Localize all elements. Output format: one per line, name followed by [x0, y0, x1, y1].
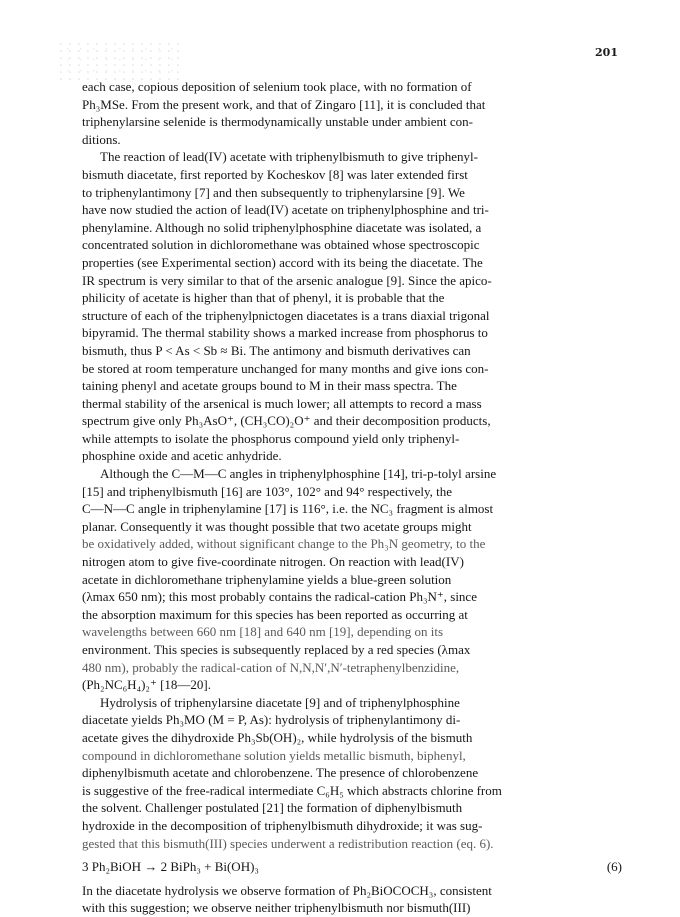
- text-line: gested that this bismuth(III) species underwent a redistribution reaction (eq. 6).: [82, 835, 494, 851]
- text-line: bipyramid. The thermal stability shows a marked increase from phosphorus to: [82, 325, 488, 341]
- text-line: phenylamine. Although no solid triphenylphosphine diacetate was isolated, a: [82, 219, 482, 235]
- text-line: 480 nm), probably the radical-cation of N,N,N′,N′-tetraphenylbenzidine,: [82, 659, 460, 675]
- text-line: properties (see Experimental section) accord with its being the diacetate. The: [82, 254, 483, 270]
- text-line: acetate gives the dihydroxide Ph₃Sb(OH)₂, while hydrolysis of the bismuth: [82, 729, 473, 745]
- text-line: with this suggestion; we observe neither triphenylbismuth nor bismuth(III): [82, 900, 471, 916]
- page-number: 201: [595, 46, 618, 59]
- text-line: hydroxide in the decomposition of triphenylbismuth dihydroxide; it was sug-: [82, 817, 483, 833]
- text-line: bismuth diacetate, first reported by Kocheskov [8] was later extended first: [82, 166, 468, 182]
- text-line: acetate in dichloromethane triphenylamine yields a blue-green solution: [82, 571, 452, 587]
- text-line: (λmax 650 nm); this most probably contains the radical-cation Ph₃N⁺, since: [82, 589, 477, 605]
- text-line: each case, copious deposition of selenium took place, with no formation of: [82, 79, 472, 94]
- text-line: spectrum give only Ph₃AsO⁺, (CH₃CO)₂O⁺ and their decomposition products,: [82, 413, 491, 429]
- text-line: the solvent. Challenger postulated [21] the formation of diphenylbismuth: [82, 800, 463, 816]
- paragraph-hydrolysis: [82, 694, 622, 852]
- text-line: the absorption maximum for this species has been reported as occurring at: [82, 606, 468, 622]
- paragraph-continuation: [82, 78, 622, 148]
- text-line: philicity of acetate is higher than that of phenyl, it is probable that the: [82, 290, 445, 306]
- text-line: ditions.: [82, 131, 121, 147]
- text-line: compound in dichloromethane solution yields metallic bismuth, biphenyl,: [82, 747, 466, 763]
- scan-speckle: [60, 42, 180, 80]
- paragraph-angles: [82, 465, 622, 694]
- equation-text: 3 Ph₂BiOH → 2 BiPh₃ + Bi(OH)₃: [82, 859, 259, 875]
- text-line: planar. Consequently it was thought possible that two acetate groups might: [82, 518, 472, 534]
- text-line: structure of each of the triphenylpnictogen diacetates is a trans diaxial trigonal: [82, 307, 490, 323]
- text-line: In the diacetate hydrolysis we observe formation of Ph₂BiOCOCH₃, consistent: [82, 882, 492, 898]
- text-line: is suggestive of the free-radical intermediate C₆H₅ which abstracts chlorine from: [82, 782, 502, 798]
- text-line: concentrated solution in dichloromethane was obtained whose spectroscopic: [82, 237, 480, 253]
- text-line: Hydrolysis of triphenylarsine diacetate [9] and of triphenylphosphine: [100, 694, 460, 710]
- text-line: have now studied the action of lead(IV) acetate on triphenylphosphine and tri-: [82, 202, 489, 218]
- text-line: be oxidatively added, without significant change to the Ph₃N geometry, to the: [82, 536, 486, 552]
- text-line: while attempts to isolate the phosphorus compound yield only triphenyl-: [82, 430, 460, 446]
- text-line: (Ph₂NC₆H₄)₂⁺ [18—20].: [82, 677, 211, 693]
- text-line: diacetate yields Ph₃MO (M = P, As): hydrolysis of triphenylantimony di-: [82, 712, 461, 728]
- article-body: [82, 78, 622, 917]
- text-line: nitrogen atom to give five-coordinate nitrogen. On reaction with lead(IV): [82, 554, 464, 570]
- text-line: Ph₃MSe. From the present work, and that of Zingaro [11], it is concluded that: [82, 96, 486, 112]
- text-line: C—N—C angle in triphenylamine [17] is 116°, i.e. the NC₃ fragment is almost: [82, 501, 494, 517]
- equation-6: [82, 858, 622, 876]
- text-line: wavelengths between 660 nm [18] and 640 nm [19], depending on its: [82, 624, 444, 640]
- text-line: thermal stability of the arsenical is much lower; all attempts to record a mass: [82, 395, 482, 411]
- text-line: be stored at room temperature unchanged for many months and give ions con-: [82, 360, 489, 376]
- text-line: triphenylarsine selenide is thermodynamically unstable under ambient con-: [82, 114, 473, 130]
- text-line: phosphine oxide and acetic anhydride.: [82, 448, 282, 464]
- text-line: environment. This species is subsequently replaced by a red species (λmax: [82, 642, 471, 657]
- text-line: The reaction of lead(IV) acetate with triphenylbismuth to give triphenyl-: [100, 149, 478, 165]
- equation-number: (6): [606, 859, 622, 875]
- text-line: Although the C—M—C angles in triphenylphosphine [14], tri-p-tolyl arsine: [100, 466, 497, 482]
- paragraph-lead-acetate: [82, 148, 622, 465]
- text-line: diphenylbismuth acetate and chlorobenzene. The presence of chlorobenzene: [82, 765, 479, 781]
- text-line: IR spectrum is very similar to that of the arsenic analogue [9]. Since the apico-: [82, 272, 492, 288]
- text-line: bismuth, thus P < As < Sb ≈ Bi. The antimony and bismuth derivatives can: [82, 342, 471, 358]
- text-line: [15] and triphenylbismuth [16] are 103°, 102° and 94° respectively, the: [82, 483, 452, 499]
- text-line: to triphenylantimony [7] and then subsequently to triphenylarsine [9]. We: [82, 184, 465, 200]
- text-line: taining phenyl and acetate groups bound to M in their mass spectra. The: [82, 378, 457, 394]
